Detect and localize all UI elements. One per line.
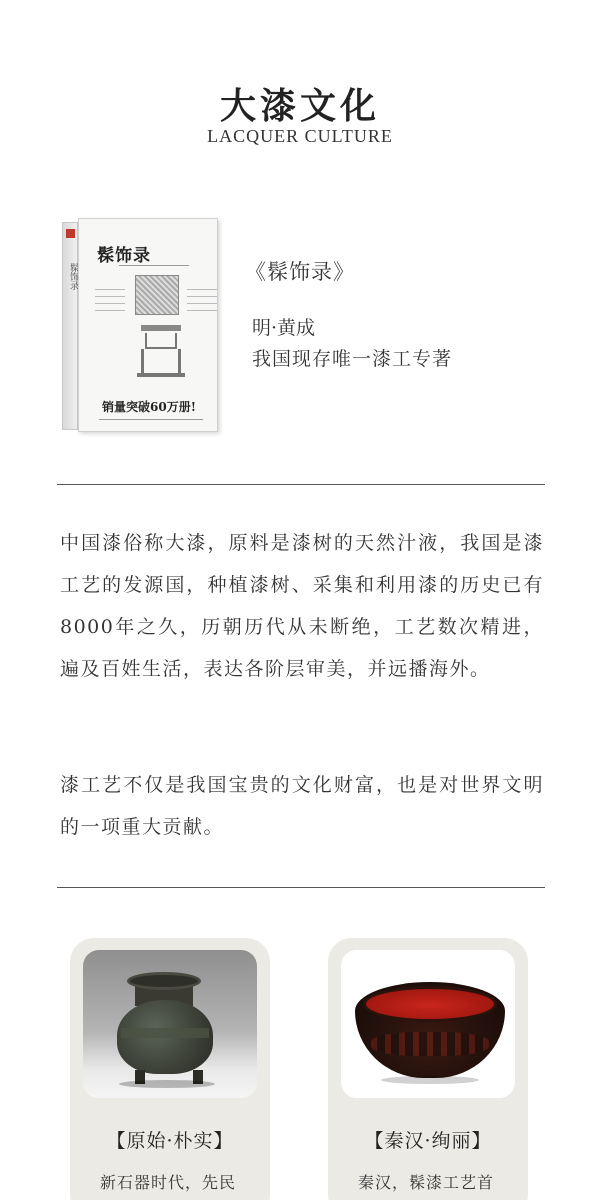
book-description: 我国现存唯一漆工专著 (252, 348, 453, 370)
book-front-cover (78, 218, 218, 432)
era-photo-lacquer-bowl (341, 950, 515, 1098)
era-card-title: 【原始·朴实】 (106, 1130, 234, 1152)
era-card-primitive[interactable] (70, 938, 270, 1200)
book-name: 《髹饰录》 (245, 260, 355, 284)
era-card-title: 【秦汉·绚丽】 (364, 1130, 492, 1152)
era-card-qin-han[interactable] (328, 938, 528, 1200)
book-author: 明·黄成 (252, 317, 316, 339)
page-title: 大漆文化 (219, 85, 380, 127)
era-card-text: 秦汉，髹漆工艺首 (358, 1173, 495, 1192)
era-photo-bronze-vessel (83, 950, 257, 1098)
cover-footer-rule (99, 419, 203, 420)
cover-sales-banner: 销量突破60万册! (102, 400, 196, 414)
cover-seal-illustration (135, 275, 179, 315)
cover-rule (119, 265, 189, 269)
cover-title: 髹饰录 (97, 246, 151, 266)
intro-paragraph-1: 中国漆俗称大漆，原料是漆树的天然汁液，我国是漆工艺的发源国，种植漆树、采集和利用漆的历史已有8000年之久，历朝历代从未断绝，工艺数次精进，遍及百姓生活，表达各阶层审美，并远播海外。 (60, 532, 544, 680)
spine-title: 髹饰录 (68, 263, 78, 290)
page-subtitle: LACQUER CULTURE (207, 126, 393, 146)
divider-top (57, 484, 545, 485)
intro-paragraph-2: 漆工艺不仅是我国宝贵的文化财富，也是对世界文明的一项重大贡献。 (60, 774, 544, 838)
cover-text-right (187, 289, 217, 317)
book-spine (62, 222, 78, 430)
era-card-text: 新石器时代，先民 (100, 1173, 237, 1192)
cover-stand-illustration (141, 325, 181, 331)
book-cover-image (62, 218, 218, 432)
publisher-logo (66, 229, 75, 238)
cover-text-left (95, 289, 125, 317)
divider-bottom (57, 887, 545, 888)
